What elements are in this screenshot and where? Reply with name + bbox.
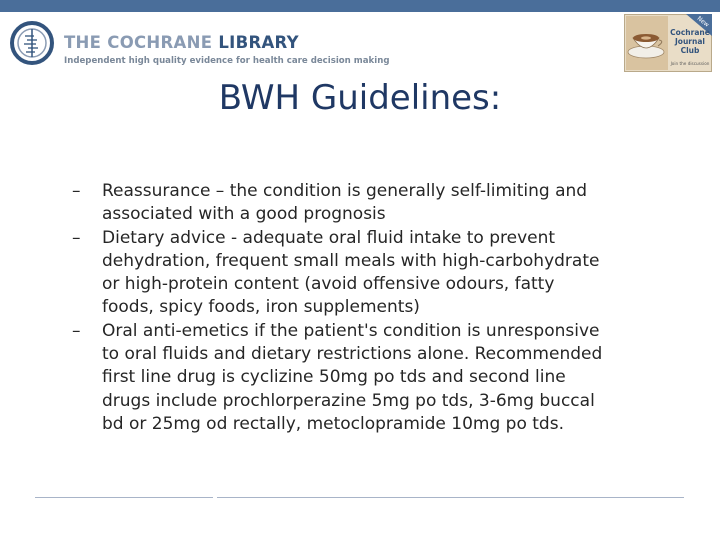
bullet-line: Reassurance – the condition is generally self-limiting and xyxy=(102,181,588,201)
bullet-oral-anti-emetics xyxy=(72,320,692,436)
footer-divider-left xyxy=(35,497,213,498)
bullet-reassurance xyxy=(72,180,692,227)
bullet-line: associated with a good prognosis xyxy=(102,204,386,225)
bullet-line: or high-protein content (avoid offensive odours, fatty xyxy=(102,274,555,295)
brand-tagline: Independent high quality evidence for health care decision making xyxy=(64,56,390,66)
bullet-list xyxy=(72,180,692,436)
badge-footer: Join the discussion xyxy=(670,61,710,66)
badge-ribbon: New xyxy=(695,15,711,29)
badge-line-1: Cochrane xyxy=(670,28,710,37)
bullet-line: Oral anti-emetics if the patient's condition is unresponsive xyxy=(102,320,600,341)
bullet-line: first line drug is cyclizine 50mg po tds and second line xyxy=(102,367,566,388)
brand-suffix: LIBRARY xyxy=(218,33,299,52)
bullet-dash: – xyxy=(72,320,81,341)
brand-prefix: THE COCHRANE xyxy=(64,33,219,52)
bullet-line: drugs include prochlorperazine 5mg po tds, 3-6mg buccal xyxy=(102,390,595,411)
bullet-dash: – xyxy=(72,227,81,248)
bullet-line: bd or 25mg od rectally, metoclopramide 10mg po tds. xyxy=(102,413,564,434)
footer-divider-right xyxy=(217,497,684,498)
bullet-line: foods, spicy foods, iron supplements) xyxy=(102,297,420,318)
slide-title: BWH Guidelines: xyxy=(218,78,502,118)
bullet-dietary-advice xyxy=(72,227,692,320)
bullet-line: Dietary advice - adequate oral fluid intake to prevent xyxy=(102,227,556,248)
cochrane-logo-icon xyxy=(10,21,54,65)
badge-line-2: Journal xyxy=(675,37,705,46)
bullet-line: dehydration, frequent small meals with high-carbohydrate xyxy=(102,250,600,271)
brand-title xyxy=(64,33,299,52)
bullet-line: to oral fluids and dietary restrictions alone. Recommended xyxy=(102,344,603,365)
journal-club-badge xyxy=(624,14,712,72)
bullet-dash: – xyxy=(72,181,81,201)
badge-line-3: Club xyxy=(680,46,700,55)
top-bar xyxy=(0,0,720,12)
